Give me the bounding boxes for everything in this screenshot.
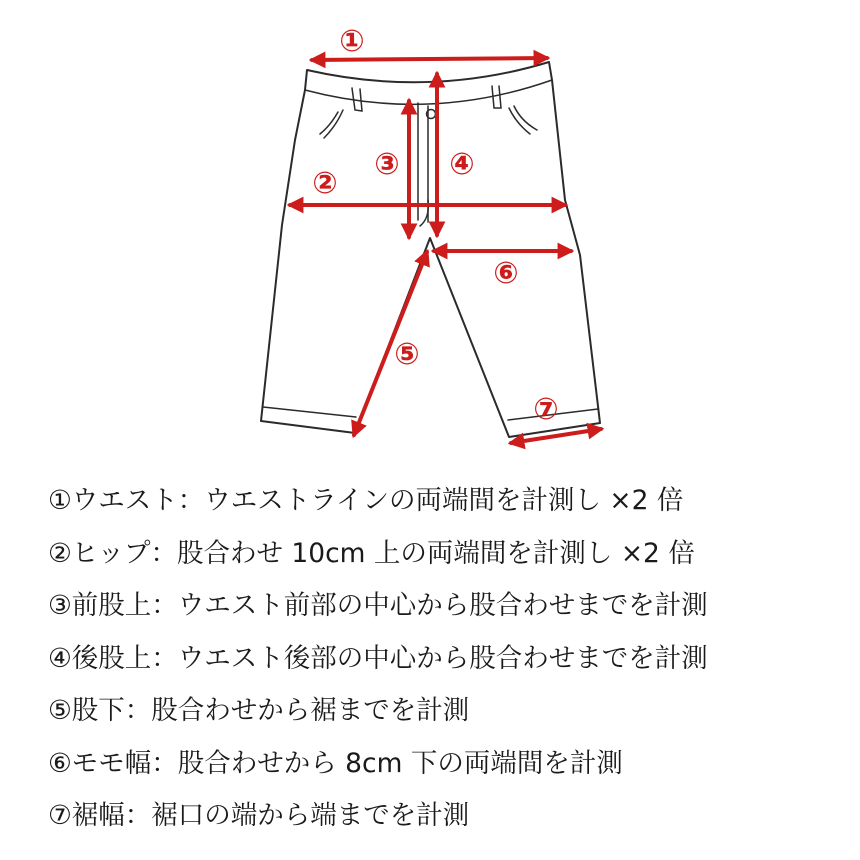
legend-item-waist: ①ウエスト：ウエストラインの両端間を計測し ×2 倍 bbox=[48, 485, 684, 516]
legend-item-thigh-width: ⑥モモ幅：股合わせから 8cm 下の両端間を計測 bbox=[48, 747, 623, 779]
marker-2: ② bbox=[312, 166, 338, 201]
legend-item-inseam: ⑤股下：股合わせから裾までを計測 bbox=[48, 695, 470, 726]
legend-item-hip: ②ヒップ：股合わせ 10cm 上の両端間を計測し ×2 倍 bbox=[48, 537, 695, 569]
legend-item-back-rise: ④後股上：ウエスト後部の中心から股合わせまでを計測 bbox=[48, 642, 708, 674]
legend-item-hem-width: ⑦裾幅：裾口の端から端までを計測 bbox=[48, 800, 470, 831]
marker-7: ⑦ bbox=[533, 392, 559, 427]
marker-5: ⑤ bbox=[394, 337, 420, 372]
marker-3: ③ bbox=[374, 147, 400, 182]
measurement-legend bbox=[48, 478, 848, 846]
marker-6: ⑥ bbox=[493, 256, 519, 291]
marker-4: ④ bbox=[449, 147, 475, 182]
marker-1: ① bbox=[339, 24, 365, 59]
legend-item-front-rise: ③前股上：ウエスト前部の中心から股合わせまでを計測 bbox=[48, 590, 708, 621]
